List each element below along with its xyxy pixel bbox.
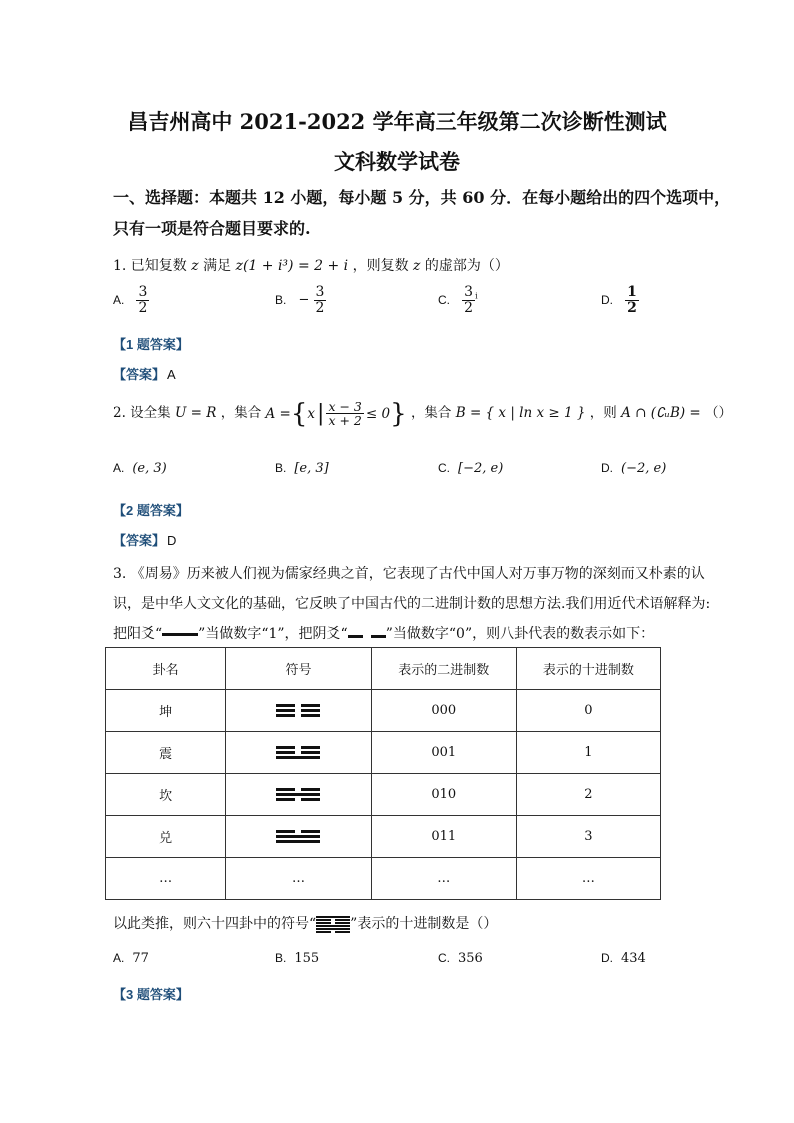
q2-set-a-fraction (326, 400, 363, 427)
q1-option-b-label: B. (275, 292, 287, 307)
table-row (106, 732, 661, 774)
col-header-binary: 表示的二进制数 (371, 648, 516, 690)
q3-stem-line3 (113, 623, 654, 643)
zhen-trigram-icon (276, 744, 320, 761)
trigram-table (105, 647, 661, 900)
q2-option-a (113, 461, 167, 476)
q3-after-b: ”表示的十进制数是（） (350, 916, 498, 932)
table-row (106, 858, 661, 900)
q1-option-a-fraction (136, 285, 149, 315)
table-row (106, 690, 661, 732)
q1-d-num: 1 (627, 284, 637, 300)
q1-option-c-label: C. (438, 292, 450, 307)
trigram-decimal: … (516, 858, 660, 900)
q3-option-d-value: 434 (621, 951, 646, 966)
q2-option-d-value: (−2, e) (621, 461, 667, 476)
q1-option-d-fraction (625, 285, 639, 315)
trigram-name: 坎 (106, 774, 226, 816)
q2-answer (113, 530, 176, 549)
q1-b-sign: − (298, 292, 310, 308)
q2-option-a-label: A. (113, 461, 125, 475)
q1-expression: z(1 + i³) = 2 + i (235, 258, 349, 274)
col-header-decimal: 表示的十进制数 (516, 648, 660, 690)
q2-option-b-label: B. (275, 461, 287, 475)
q3-option-a (113, 951, 149, 966)
trigram-name: 兑 (106, 816, 226, 858)
q2-set-a-bar: | (317, 401, 325, 427)
q2-text-a: 2. 设全集 (113, 405, 171, 422)
trigram-binary: … (371, 858, 516, 900)
q1-b-den: 2 (315, 299, 325, 316)
q1-option-a (113, 285, 149, 315)
q1-c-den: 2 (464, 299, 474, 316)
q3-option-c-label: C. (438, 951, 450, 965)
q2-frac-num: x − 3 (328, 399, 362, 414)
trigram-symbol-dui (226, 816, 371, 858)
question-2-stem (113, 400, 732, 427)
col-header-symbol: 符号 (226, 648, 371, 690)
q1-suffix: ，则复数 (352, 258, 409, 274)
q1-option-b-fraction (314, 285, 327, 315)
q1-option-b (275, 285, 326, 315)
q1-suffix2: 的虚部为（） (424, 258, 509, 274)
q2-set-a-le: ≤ 0 (365, 405, 391, 422)
q2-option-c-value: [−2, e) (458, 461, 504, 476)
q2-text-c: ，集合 (410, 405, 452, 422)
q1-d-den: 2 (627, 299, 637, 316)
kun-trigram-icon (276, 702, 320, 719)
hexagram-icon (316, 915, 350, 934)
q3-stem-line1: 3. 《周易》历来被人们视为儒家经典之首，它表现了古代中国人对万事万物的深刻而又朴素的认 (113, 566, 705, 582)
q3-question-line (113, 913, 497, 934)
q2-option-d-label: D. (601, 461, 613, 475)
q1-option-d (601, 285, 639, 315)
q3-option-d (601, 951, 646, 966)
q2-set-a-x: x (307, 405, 316, 422)
q1-answer-value: A (167, 367, 176, 382)
q2-option-a-value: (e, 3) (132, 461, 167, 476)
trigram-symbol-kan (226, 774, 371, 816)
q2-u-expression: U = R (174, 405, 217, 422)
q2-option-b (275, 461, 329, 476)
q1-a-num: 3 (138, 284, 148, 300)
q1-a-den: 2 (138, 299, 148, 316)
trigram-symbol-kun (226, 690, 371, 732)
section-heading-line2: 只有一项是符合题目要求的. (113, 219, 311, 238)
trigram-binary: 011 (371, 816, 516, 858)
q1-b-num: 3 (315, 284, 325, 300)
q1-option-a-label: A. (113, 292, 125, 307)
q2-frac-den: x + 2 (328, 413, 362, 429)
q1-var-2: z (413, 258, 421, 274)
q2-answer-value: D (167, 533, 177, 548)
q1-c-sup: i (475, 291, 478, 301)
table-row (106, 816, 661, 858)
yang-line-symbol (162, 633, 198, 636)
col-header-name: 卦名 (106, 648, 226, 690)
question-1-stem (113, 255, 509, 275)
q2-option-c-label: C. (438, 461, 450, 475)
q2-set-a-brace-open: { (290, 398, 308, 429)
q3-option-c-value: 356 (458, 951, 483, 966)
q2-set-a (266, 400, 407, 427)
table-header-row (106, 648, 661, 690)
q1-answer-label: 【答案】 (113, 367, 166, 382)
q3-line3-c: ”当做数字“0”，则八卦代表的数表示如下： (385, 626, 655, 642)
q3-answer-heading: 【3 题答案】 (113, 987, 189, 1002)
q2-answer-label: 【答案】 (113, 533, 166, 548)
q1-c-num: 3 (464, 284, 474, 300)
trigram-symbol-zhen (226, 732, 371, 774)
trigram-name: 震 (106, 732, 226, 774)
trigram-binary: 010 (371, 774, 516, 816)
trigram-decimal: 1 (516, 732, 660, 774)
q1-option-d-label: D. (601, 292, 613, 307)
q1-var: z (191, 258, 199, 274)
q3-option-a-label: A. (113, 951, 125, 965)
q2-option-d (601, 461, 666, 476)
dui-trigram-icon (276, 828, 320, 845)
q3-stem-line2: 识，是中华人文文化的基础，它反映了中国古代的二进制计数的思想方法.我们用近代术语解释为: (113, 596, 711, 612)
q1-answer (113, 364, 176, 383)
q1-option-c (438, 285, 478, 315)
table-row (106, 774, 661, 816)
q2-tail-expression: A ∩ (∁ᵤB) = (621, 405, 701, 422)
trigram-binary: 001 (371, 732, 516, 774)
q3-option-a-value: 77 (132, 951, 149, 966)
q2-text-b: ，集合 (220, 405, 262, 422)
trigram-symbol: … (226, 858, 371, 900)
q2-answer-heading: 【2 题答案】 (113, 503, 189, 518)
q3-after-a: 以此类推，则六十四卦中的符号“ (113, 916, 317, 932)
q3-option-c (438, 951, 483, 966)
q3-option-b-label: B. (275, 951, 287, 965)
q1-prefix: 1. 已知复数 (113, 258, 187, 274)
kan-trigram-icon (276, 786, 320, 803)
q2-option-c (438, 461, 503, 476)
yin-line-symbol (348, 626, 386, 642)
trigram-decimal: 2 (516, 774, 660, 816)
exam-subtitle: 文科数学试卷 (334, 149, 460, 174)
q3-line3-b: ”当做数字“1”，把阴爻“ (198, 626, 348, 642)
q3-option-b-value: 155 (294, 951, 320, 966)
trigram-decimal: 3 (516, 816, 660, 858)
q2-text-d: ，则 (589, 405, 617, 422)
q3-line3-a: 把阳爻“ (113, 626, 163, 642)
exam-title: 昌吉州高中 2021-2022 学年高三年级第二次诊断性测试 (127, 109, 667, 134)
q2-set-a-brace-close: } (390, 398, 407, 429)
q1-mid: 满足 (203, 258, 232, 274)
q2-set-a-prefix: A = (265, 405, 291, 422)
section-heading-line1: 一、选择题：本题共 12 小题，每小题 5 分，共 60 分．在每小题给出的四个选项中， (113, 188, 731, 207)
q3-option-d-label: D. (601, 951, 613, 965)
q3-option-b (275, 951, 319, 966)
q2-tail: （） (705, 405, 733, 422)
trigram-decimal: 0 (516, 690, 660, 732)
q1-answer-heading: 【1 题答案】 (113, 337, 189, 352)
trigram-name: 坤 (106, 690, 226, 732)
q2-b-expression: B = { x | ln x ≥ 1 } (455, 405, 586, 422)
trigram-name: … (106, 858, 226, 900)
q2-option-b-value: [e, 3] (294, 461, 329, 476)
trigram-binary: 000 (371, 690, 516, 732)
q1-option-c-fraction (462, 285, 475, 315)
